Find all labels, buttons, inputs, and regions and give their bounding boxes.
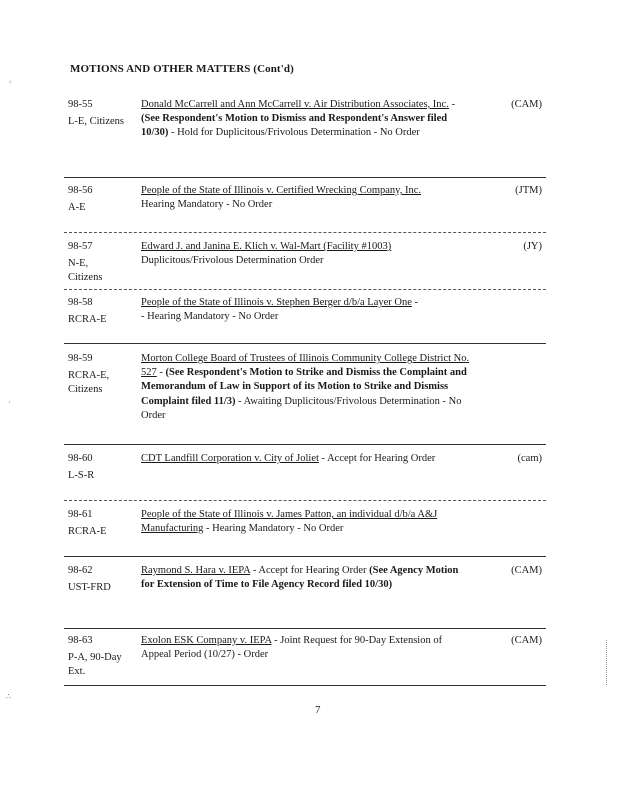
docket-number: 98-63: [68, 635, 93, 646]
case-title: People of the State of Illinois v. James Patton, an individual d/b/a A&J Manufacturing: [141, 509, 438, 535]
case-status: - Hold for Duplicitous/Frivolous Determination - No Order: [171, 127, 420, 139]
docket-number: 98-59: [68, 353, 93, 364]
page-number: 7: [315, 704, 321, 716]
case-status: - Hearing Mandatory - No Order: [206, 523, 344, 535]
board-member-initials: (CAM): [511, 565, 542, 576]
entry-divider: [64, 177, 546, 178]
case-description: [141, 564, 471, 592]
board-member-initials: (CAM): [511, 635, 542, 646]
case-title: CDT Landfill Corporation v. City of Joliet: [141, 453, 319, 464]
case-status: - Accept for Hearing Order: [321, 453, 436, 464]
page-heading: MOTIONS AND OTHER MATTERS (Cont'd): [70, 63, 294, 75]
scan-speck-icon: ∴: [6, 692, 12, 701]
case-description: Morton College Board of Trustees of Illinois Community College District No. 527 - (See Respondent's Motion to Strike and Dismiss the Complaint and Memorandum of Law in Support of its Motion to Strike and Dismiss Complaint filed 11/3) - Awaiting Duplicitous/Frivolous Determination - No Order: [141, 353, 470, 421]
case-description: [141, 240, 471, 268]
case-status: Hearing Mandatory - No Order: [141, 199, 273, 211]
case-title: People of the State of Illinois v. Stephen Berger d/b/a Layer One: [141, 297, 412, 308]
case-title: People of the State of Illinois v. Certified Wrecking Company, Inc.: [141, 185, 421, 196]
docket-number: 98-60: [68, 453, 93, 464]
case-status: - Joint Request for 90-Day Extension of Appeal Period (10/27) - Order: [141, 635, 443, 661]
docket-type: P-A, 90-Day Ext.: [68, 652, 122, 678]
entry-divider: [64, 556, 546, 557]
case-description: People of the State of Illinois v. Stephen Berger d/b/a Layer One - - Hearing Mandatory - No Order: [141, 297, 419, 323]
entry-divider: [64, 289, 546, 290]
case-title: Exolon ESK Company v. IEPA: [141, 635, 272, 646]
case-description: Donald McCarrell and Ann McCarrell v. Air Distribution Associates, Inc. - (See Respondent's Motion to Dismiss and Respondent's Answer filed 10/30) - Hold for Duplicitous/Frivolous Determination - No Order: [141, 99, 455, 139]
board-member-initials: (JTM): [515, 185, 542, 196]
docket-type: RCRA-E: [68, 314, 107, 326]
case-description: [141, 508, 471, 536]
case-title: Morton College Board of Trustees of Illinois Community College District No. 527: [141, 353, 470, 379]
scan-speck-icon: ·: [8, 398, 11, 407]
case-status: - Accept for Hearing Order: [252, 565, 367, 576]
docket-number: 98-57: [68, 241, 93, 252]
entry-divider: [64, 628, 546, 629]
case-description: [141, 634, 471, 662]
docket-number: 98-61: [68, 509, 93, 520]
docket-type: L-E, Citizens: [68, 116, 124, 128]
board-member-initials: (CAM): [511, 99, 542, 110]
case-status: - Awaiting Duplicitous/Frivolous Determination - No Order: [141, 395, 462, 421]
entry-divider: [64, 232, 546, 233]
entry-divider: [64, 343, 546, 344]
case-motion: (See Agency Motion for Extension of Time to File Agency Record filed 10/30): [141, 565, 459, 591]
entry-divider: [64, 685, 546, 686]
case-motion: (See Respondent's Motion to Strike and Dismiss the Complaint and Memorandum of Law in Support of its Motion to Strike and Dismiss Complaint filed 11/3): [141, 367, 467, 407]
docket-number: 98-55: [68, 99, 93, 110]
entry-divider: [64, 500, 546, 501]
case-title: Edward J. and Janina E. Klich v. Wal-Mart (Facility #1003): [141, 241, 392, 252]
board-member-initials: (cam): [517, 453, 542, 464]
case-title: Donald McCarrell and Ann McCarrell v. Air Distribution Associates, Inc.: [141, 99, 449, 110]
docket-type: N-E, Citizens: [68, 258, 103, 284]
docket-type: L-S-R: [68, 470, 95, 482]
case-description: [141, 184, 471, 212]
case-description: [141, 452, 441, 466]
scan-edge-mark: [606, 640, 608, 685]
board-member-initials: (JY): [523, 241, 542, 252]
case-status: Duplicitous/Frivolous Determination Order: [141, 255, 324, 267]
scan-speck-icon: ◦: [8, 78, 13, 87]
docket-number: 98-62: [68, 565, 93, 576]
docket-type: A-E: [68, 202, 86, 214]
entry-divider: [64, 444, 546, 445]
docket-type: UST-FRD: [68, 582, 111, 594]
docket-number: 98-56: [68, 185, 93, 196]
docket-type: RCRA-E: [68, 526, 107, 538]
docket-type: RCRA-E, Citizens: [68, 370, 110, 396]
case-title: Raymond S. Hara v. IEPA: [141, 565, 251, 576]
case-status: - Hearing Mandatory - No Order: [141, 311, 279, 323]
case-motion: (See Respondent's Motion to Dismiss and Respondent's Answer filed 10/30): [141, 113, 448, 139]
docket-number: 98-58: [68, 297, 93, 308]
